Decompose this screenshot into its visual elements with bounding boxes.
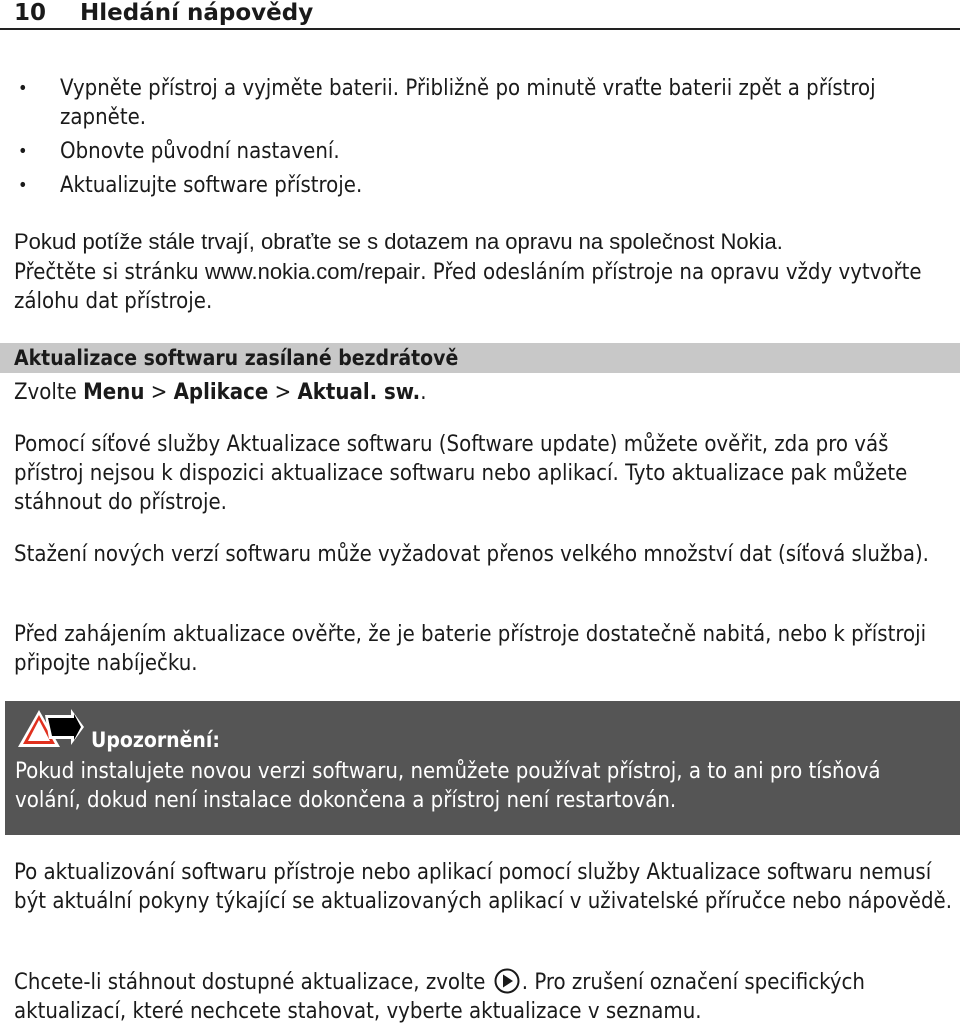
warning-triangle-icon [15,707,85,751]
paragraph-nokia-repair: Pokud potíže stále trvají, obraťte se s dotazem na opravu na společnost Nokia. Přečtěte si stránku www.nokia.com/repair. Před odesláním přístroje na opravu vždy vytvořte zálohu dat přístroje. [14,229,922,314]
paragraph-download: Chcete-li stáhnout dostupné aktualizace, zvolte . Pro zrušení označení specifických aktualizací, které nechcete stahovat, vyberte aktualizace v seznamu. [14,970,865,1024]
page-number: 10 [14,0,47,26]
warning-title: Upozornění: [91,728,220,752]
apps-label: Aplikace [173,380,269,405]
bullet-list [0,74,960,205]
paragraph-service: Pomocí síťové služby Aktualizace softwaru (Software update) můžete ověřit, zda pro váš přístroj nejsou k dispozici aktualizace softwaru nebo aplikací. Tyto aktualizace pak můžete stáhnout do přístroje. [14,432,908,515]
repair-link[interactable]: www.nokia.com/repair [205,259,421,284]
bullet-icon: • [18,78,28,99]
play-icon[interactable] [493,968,521,994]
paragraph-after-update: Po aktualizování softwaru přístroje nebo aplikací pomocí služby Aktualizace softwaru nemusí být aktuální pokyny týkající se aktualizovaných aplikací v uživatelské příručce nebo nápovědě. [14,860,952,914]
warning-box [5,701,960,835]
page-header [0,0,960,30]
list-item: • Aktualizujte software přístroje. [18,173,363,198]
menu-path: Zvolte Menu > Aplikace > Aktual. sw.. [14,380,427,405]
bullet-icon: • [18,141,28,162]
bullet-icon: • [18,175,28,196]
warning-text: Pokud instalujete novou verzi softwaru, nemůžete používat přístroj, a to ani pro tísňová volání, dokud není instalace dokončena a přístroj není restartován. [15,759,881,813]
list-item: • Obnovte původní nastavení. [18,139,340,164]
paragraph-battery: Před zahájením aktualizace ověřte, že je baterie přístroje dostatečně nabitá, nebo k přístroji připojte nabíječku. [14,622,927,676]
section-heading: Aktualizace softwaru zasílané bezdrátově [0,343,960,373]
update-label: Aktual. sw. [297,380,421,405]
menu-label: Menu [83,380,145,405]
list-item: • Vypněte přístroj a vyjměte baterii. Přibližně po minutě vraťte baterii zpět a přístroj zapněte. [18,76,876,130]
paragraph-data-transfer: Stažení nových verzí softwaru může vyžadovat přenos velkého množství dat (síťová služba). [14,542,929,567]
page-title: Hledání nápovědy [80,0,314,26]
